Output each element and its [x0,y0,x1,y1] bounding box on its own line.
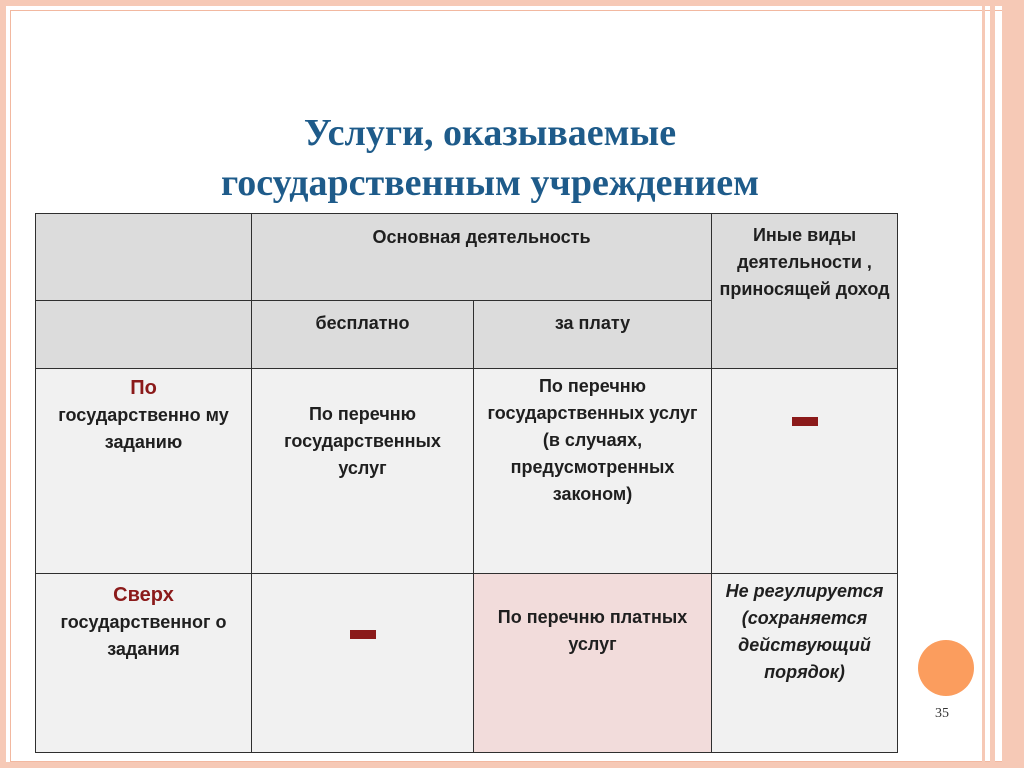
decorative-right-stripes [982,0,1024,768]
header-empty-cell-2 [36,301,252,369]
header-empty-cell-1 [36,214,252,301]
row-label-accent: По [130,377,157,399]
services-table [35,213,898,753]
cell-free [252,574,474,753]
cell-other [712,369,898,574]
header-main-activity: Основная деятельность [252,214,712,301]
cell-free: По перечню государственных услуг [252,369,474,574]
row-label [36,369,252,574]
header-free: бесплатно [252,301,474,369]
table-row [36,369,898,574]
dash-mark [350,630,376,639]
row-label-accent: Сверх [113,584,174,606]
table-row [36,574,898,753]
slide-title [80,108,900,208]
cell-paid: По перечню государственных услуг (в случаях, предусмотренных законом) [474,369,712,574]
slide-title-line-2: государственным учреждением [220,162,759,204]
header-paid: за плату [474,301,712,369]
row-label-text: государственног о задания [60,612,227,659]
header-other-activity: Иные виды деятельности , приносящей доход [712,214,898,369]
row-label-text: государственно му заданию [58,405,229,452]
table-header-row-1 [36,214,898,301]
decorative-orange-circle [918,640,974,696]
dash-mark [792,417,818,426]
row-label [36,574,252,753]
page-number: 35 [935,706,949,721]
cell-other: Не регулируется (сохраняется действующий порядок) [712,574,898,753]
slide-title-line-1: Услуги, оказываемые [303,112,677,154]
cell-paid: По перечню платных услуг [474,574,712,753]
